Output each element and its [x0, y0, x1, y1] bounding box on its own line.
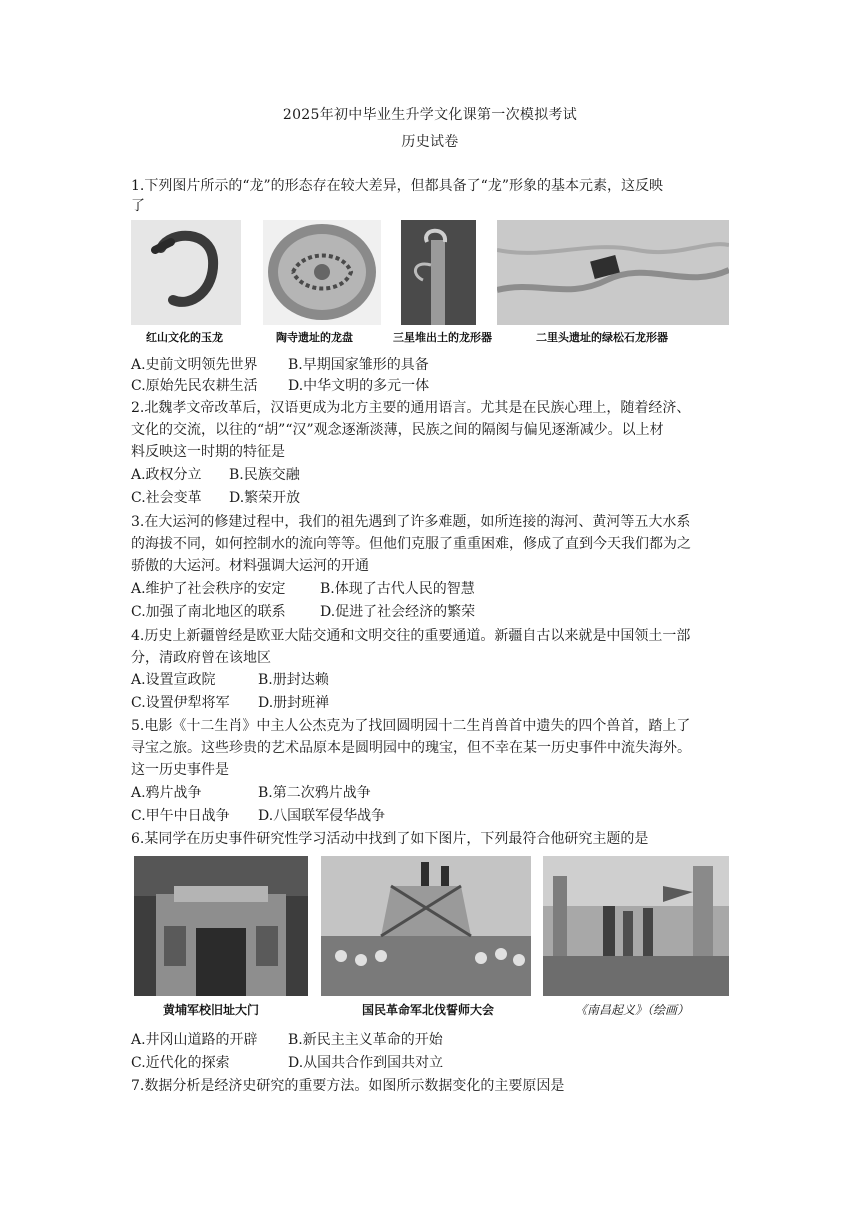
q2-stem-line3: 料反映这一时期的特征是 — [131, 444, 285, 460]
q1-stem-line2: 了 — [131, 198, 145, 214]
q5-stem-line1: 5.电影《十二生肖》中主人公杰克为了找回圆明园十二生肖兽首中遗失的四个兽首，踏上了 — [131, 718, 691, 734]
q6-option-a: A.井冈山道路的开辟 — [131, 1032, 258, 1048]
q5-stem-line3: 这一历史事件是 — [131, 762, 229, 778]
exam-title: 2025年初中毕业生升学文化课第一次模拟考试 — [282, 107, 578, 123]
q2-option-b: B.民族交融 — [229, 467, 300, 483]
q3-option-c: C.加强了南北地区的联系 — [131, 604, 286, 620]
q4-option-d: D.册封班禅 — [258, 695, 330, 711]
q1-option-a: A.史前文明领先世界 — [131, 357, 258, 373]
q6-option-b: B.新民主主义革命的开始 — [288, 1032, 443, 1048]
q5-option-c: C.甲午中日战争 — [131, 808, 230, 824]
q1-stem-line1: 1.下列图片所示的“龙”的形态存在较大差异，但都具备了“龙”形象的基本元素，这反映 — [131, 178, 663, 194]
q1-image-sanxingdui-dragon — [401, 220, 476, 325]
q6-option-c: C.近代化的探索 — [131, 1055, 230, 1071]
q6-stem-line1: 6.某同学在历史事件研究性学习活动中找到了如下图片，下列最符合他研究主题的是 — [131, 831, 649, 847]
q6-image-whampoa-gate — [134, 856, 308, 996]
q6-caption-1: 黄埔军校旧址大门 — [163, 1003, 260, 1017]
q2-stem-line1: 2.北魏孝文帝改革后，汉语更成为北方主要的通用语言。尤其是在民族心理上，随着经济、 — [131, 400, 691, 416]
q2-stem-line2: 文化的交流，以往的“胡”“汉”观念逐渐淡薄，民族之间的隔阂与偏见逐渐减少。以上材 — [131, 422, 664, 438]
q1-option-c: C.原始先民农耕生活 — [131, 378, 258, 394]
q4-option-b: B.册封达赖 — [258, 672, 329, 688]
q6-option-d: D.从国共合作到国共对立 — [288, 1055, 444, 1071]
q5-stem-line2: 寻宝之旅。这些珍贵的艺术品原本是圆明园中的瑰宝，但不幸在某一历史事件中流失海外。 — [131, 740, 691, 756]
q1-option-d: D.中华文明的多元一体 — [288, 378, 430, 394]
exam-subtitle: 历史试卷 — [401, 134, 459, 150]
q2-option-c: C.社会变革 — [131, 490, 202, 506]
q6-caption-3: 《南昌起义》（绘画） — [575, 1003, 690, 1017]
q1-caption-1: 红山文化的玉龙 — [146, 331, 223, 344]
q3-stem-line3: 骄傲的大运河。材料强调大运河的开通 — [131, 558, 369, 574]
q5-option-b: B.第二次鸦片战争 — [258, 785, 371, 801]
q1-caption-3: 三星堆出土的龙形器 — [393, 331, 492, 344]
q1-caption-2: 陶寺遗址的龙盘 — [276, 331, 353, 344]
q4-option-c: C.设置伊犁将军 — [131, 695, 230, 711]
q1-option-b: B.早期国家雏形的具备 — [288, 357, 429, 373]
q3-option-d: D.促进了社会经济的繁荣 — [320, 604, 476, 620]
q3-option-a: A.维护了社会秩序的安定 — [131, 581, 286, 597]
q4-option-a: A.设置宣政院 — [131, 672, 216, 688]
q4-stem-line1: 4.历史上新疆曾经是欧亚大陆交通和文明交往的重要通道。新疆自古以来就是中国领土一部 — [131, 628, 691, 644]
q1-image-turquoise-dragon — [497, 220, 729, 325]
q6-caption-2: 国民革命军北伐誓师大会 — [362, 1003, 495, 1017]
q7-stem-line1: 7.数据分析是经济史研究的重要方法。如图所示数据变化的主要原因是 — [131, 1078, 565, 1094]
q1-image-jade-dragon — [131, 220, 241, 325]
q5-option-a: A.鸦片战争 — [131, 785, 202, 801]
q3-option-b: B.体现了古代人民的智慧 — [320, 581, 475, 597]
q6-image-nanchang-uprising-painting — [543, 856, 729, 996]
q6-image-northern-expedition-rally — [321, 856, 531, 996]
q2-option-d: D.繁荣开放 — [229, 490, 301, 506]
q1-caption-4: 二里头遗址的绿松石龙形器 — [536, 331, 668, 344]
q3-stem-line2: 的海拔不同，如何控制水的流向等等。但他们克服了重重困难，修成了直到今天我们都为之 — [131, 536, 691, 552]
q1-image-dragon-plate — [263, 220, 381, 325]
q5-option-d: D.八国联军侵华战争 — [258, 808, 386, 824]
q2-option-a: A.政权分立 — [131, 467, 202, 483]
q3-stem-line1: 3.在大运河的修建过程中，我们的祖先遇到了许多难题，如所连接的海河、黄河等五大水系 — [131, 514, 691, 530]
q4-stem-line2: 分，清政府曾在该地区 — [131, 650, 271, 666]
